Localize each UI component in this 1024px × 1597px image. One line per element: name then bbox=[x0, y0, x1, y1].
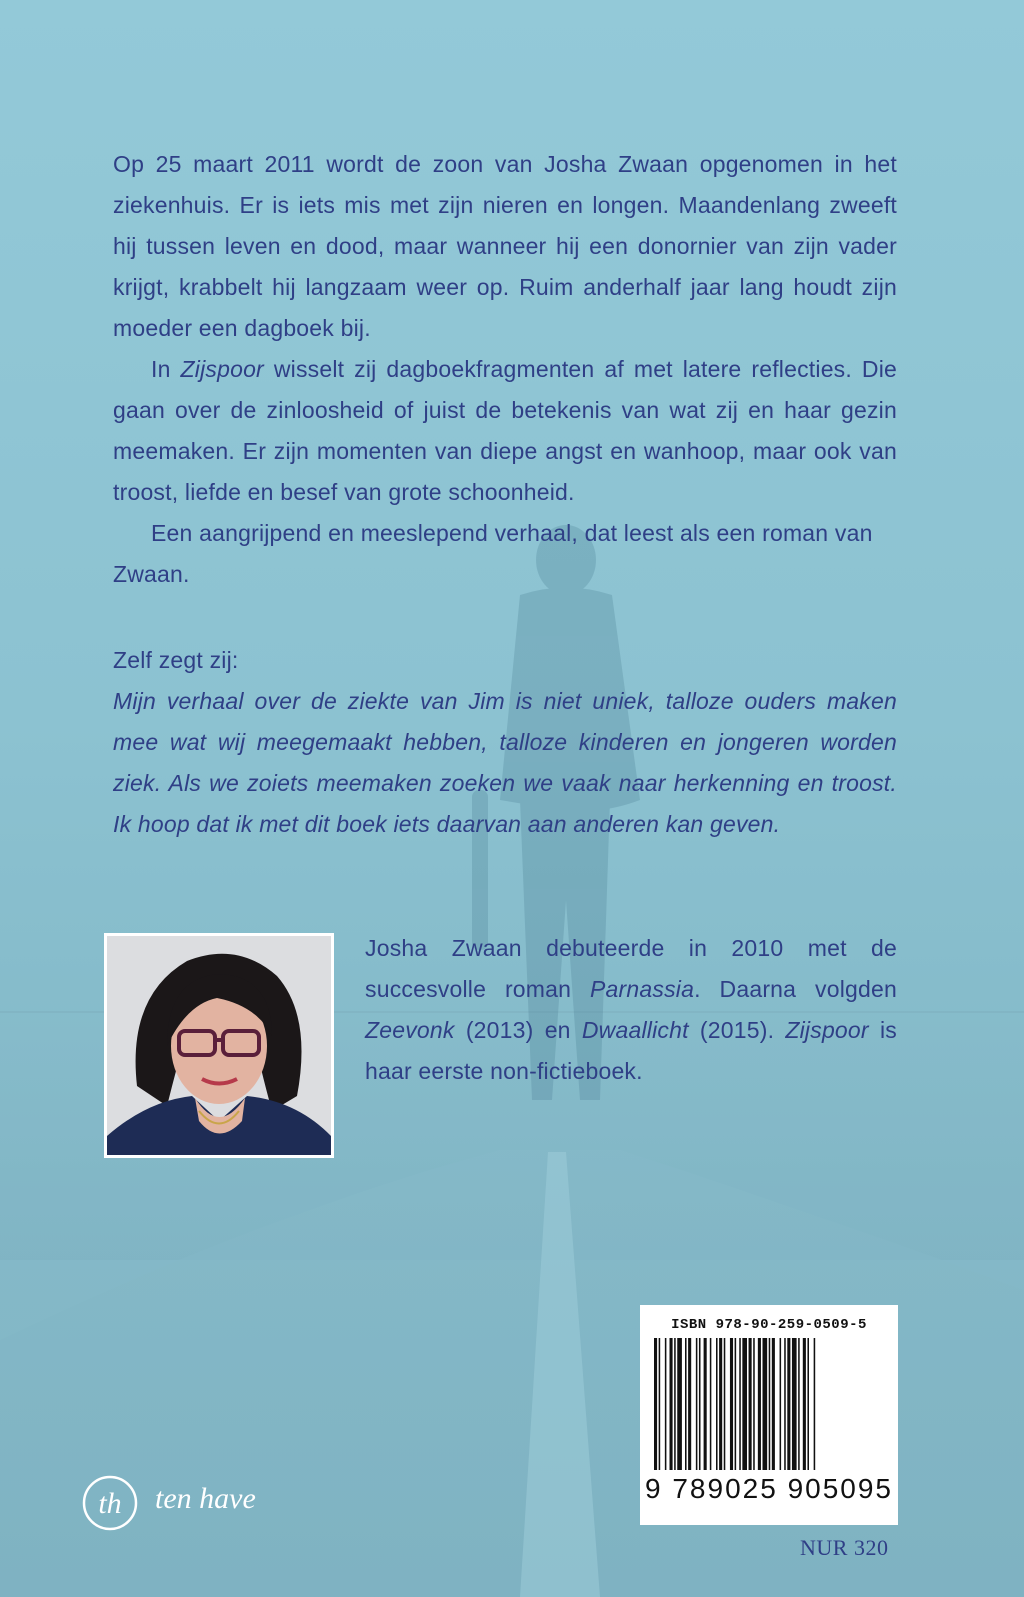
blurb-paragraph-3: Een aangrijpend en meeslepend verhaal, dat leest als een roman van Zwaan. bbox=[113, 520, 873, 587]
book-title-dwaallicht: Dwaallicht bbox=[581, 1017, 689, 1043]
publisher-logo-icon bbox=[80, 1473, 140, 1533]
bio-text-1: Josha Zwaan debuteerde in 2010 met de succesvolle roman bbox=[365, 935, 897, 1002]
barcode-bar bbox=[704, 1338, 707, 1470]
barcode-bar bbox=[665, 1338, 667, 1470]
book-title-zijspoor: Zijspoor bbox=[180, 356, 264, 382]
author-portrait bbox=[107, 936, 331, 1155]
barcode-bar bbox=[763, 1338, 768, 1470]
barcode-bar bbox=[685, 1338, 687, 1470]
barcode-bar bbox=[677, 1338, 682, 1470]
barcode-bar bbox=[710, 1338, 712, 1470]
author-photo bbox=[104, 933, 334, 1158]
barcode-bar bbox=[654, 1338, 657, 1470]
ean-digits: 9 789025 905095 bbox=[645, 1473, 893, 1504]
quote-intro: Zelf zegt zij: bbox=[113, 647, 239, 673]
bio-text-3: (2013) en bbox=[454, 1017, 582, 1043]
barcode-bar bbox=[696, 1338, 698, 1470]
barcode-bar bbox=[699, 1338, 701, 1470]
barcode-bar bbox=[798, 1338, 800, 1470]
publisher-name: ten have bbox=[155, 1482, 256, 1515]
barcode-bar bbox=[724, 1338, 726, 1470]
book-title-parnassia: Parnassia bbox=[590, 976, 695, 1002]
barcode-icon bbox=[654, 1338, 884, 1478]
barcode-bar bbox=[814, 1338, 816, 1470]
blurb-p2-after: wisselt zij dagboekfragmenten af met latere reflecties. Die gaan over de zinloosheid of juist de betekenis van wat zij en haar gezin meemaken. Er zijn momenten van diepe angst en wanhoop, maar ook van troost, liefde en besef van grote schoonheid. bbox=[113, 356, 898, 505]
barcode-bar bbox=[792, 1338, 797, 1470]
barcode-bar bbox=[787, 1338, 790, 1470]
bio-text-2: . Daarna volgden bbox=[694, 976, 897, 1002]
barcode-bar bbox=[659, 1338, 661, 1470]
barcode-bar bbox=[758, 1338, 761, 1470]
barcode-bar bbox=[730, 1338, 733, 1470]
isbn-label: ISBN 978-90-259-0509-5 bbox=[671, 1317, 867, 1333]
bio-text-5: is haar eerste non-fictieboek. bbox=[365, 1017, 897, 1084]
bio-text-4: (2015). bbox=[688, 1017, 786, 1043]
barcode-bar bbox=[716, 1338, 718, 1470]
author-bio bbox=[365, 928, 897, 1092]
blurb-p2-before: In bbox=[151, 356, 181, 382]
quote-text: Mijn verhaal over de ziekte van Jim is niet uniek, talloze ouders maken mee wat wij meegemaakt hebben, talloze kinderen en jongeren worden ziek. Als we zoiets meemaken zoeken we vaak naar herkenning en troost. Ik hoop dat ik met dit boek iets daarvan aan anderen kan geven. bbox=[113, 688, 897, 837]
barcode-bar bbox=[753, 1338, 755, 1470]
barcode-bar bbox=[784, 1338, 786, 1470]
barcode-bar bbox=[742, 1338, 747, 1470]
publisher-logo-mark: th bbox=[98, 1487, 122, 1520]
book-title-zeevonk: Zeevonk bbox=[365, 1017, 455, 1043]
author-quote bbox=[113, 640, 897, 845]
barcode-bar bbox=[735, 1338, 737, 1470]
barcode-bar bbox=[739, 1338, 741, 1470]
barcode-bar bbox=[719, 1338, 722, 1470]
blurb-paragraph-1: Op 25 maart 2011 wordt de zoon van Josha Zwaan opgenomen in het ziekenhuis. Er is iets mis met zijn nieren en longen. Maandenlang zweeft hij tussen leven en dood, maar wanneer hij een donornier van zijn vader krijgt, krabbelt hij langzaam weer op. Ruim anderhalf jaar lang houdt zijn moeder een dagboek bij. bbox=[113, 151, 897, 341]
barcode-bar bbox=[674, 1338, 676, 1470]
barcode-bar bbox=[749, 1338, 752, 1470]
barcode-bar bbox=[803, 1338, 806, 1470]
blurb bbox=[113, 144, 897, 595]
barcode-bar bbox=[780, 1338, 782, 1470]
barcode-bar bbox=[807, 1338, 809, 1470]
barcode-bar bbox=[670, 1338, 673, 1470]
barcode-bar bbox=[688, 1338, 691, 1470]
barcode-bar bbox=[769, 1338, 771, 1470]
book-title-zijspoor-bio: Zijspoor bbox=[785, 1017, 869, 1043]
barcode-bar bbox=[772, 1338, 775, 1470]
blurb-paragraph-2 bbox=[113, 349, 897, 513]
nur-code: NUR 320 bbox=[800, 1535, 889, 1560]
barcode-box bbox=[640, 1305, 898, 1525]
